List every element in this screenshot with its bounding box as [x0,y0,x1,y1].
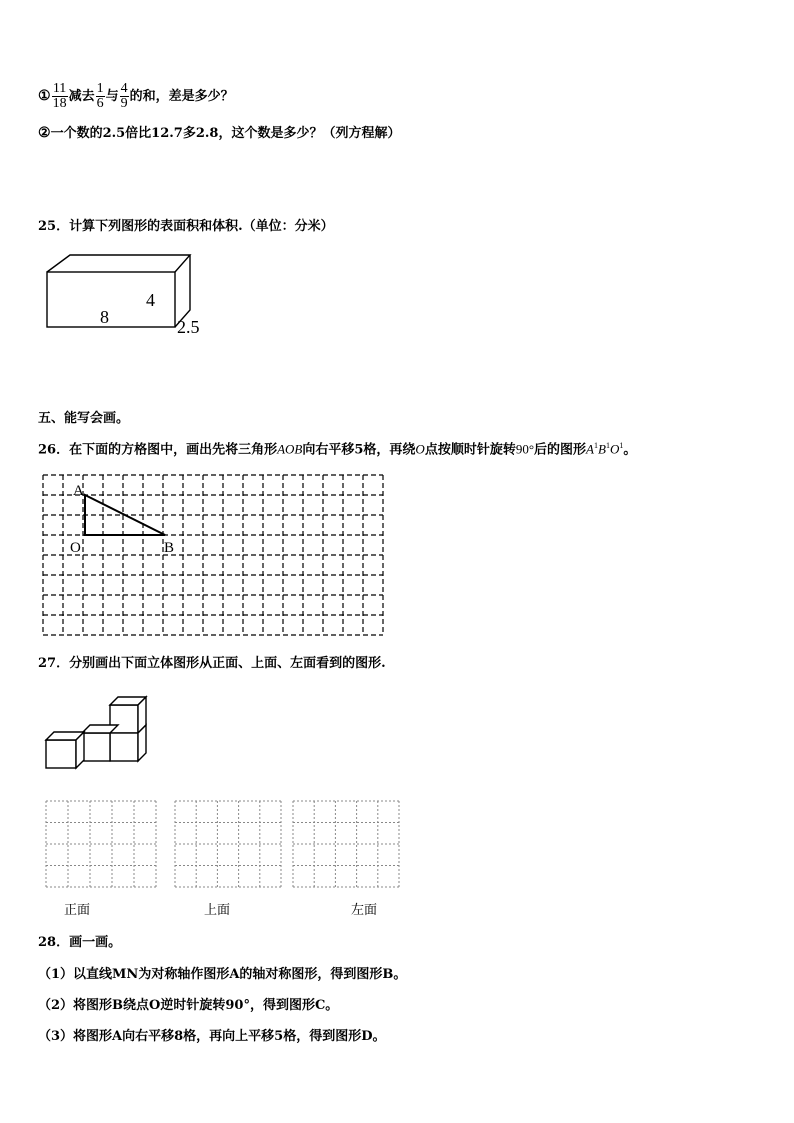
triangle-aob [85,495,165,535]
fraction-11-18: $\frac{11}{18}$ [52,81,67,111]
cube-bottom-right-front [110,733,138,761]
q26-title: 26．在下面的方格图中，画出先将三角形AOB向右平移5格，再绕O点按顺时针旋转90°后的图形$A^1B^1O^1$。 [38,441,637,458]
q26-grid [40,472,385,638]
cuboid-top-face [47,255,190,272]
fraction-4-9: $\frac{4}{9}$ [120,81,128,111]
point-a-label: A [73,483,84,499]
left-view-label: 左面 [351,903,378,918]
cube-bottom-mid-front [82,733,110,761]
cuboid-width-label: 2.5 [177,317,200,337]
cuboid-figure [40,250,220,340]
q28-step-1: （1）以直线MN为对称轴作图形A的轴对称图形，得到图形B。 [38,967,407,982]
q27-title: 27．分别画出下面立体图形从正面、上面、左面看到的图形. [38,656,386,671]
q24-item2: ②一个数的2.5倍比12.7多2.8，这个数是多少？（列方程解） [38,125,401,141]
point-b-label: B [164,540,175,556]
cube-left-front [46,740,76,768]
cuboid-height-label: 4 [146,290,155,310]
item-marker-1: ① [38,88,51,104]
cubes-figure [40,690,160,775]
section5-title: 五、能写会画。 [38,411,130,426]
top-view-label: 上面 [204,903,231,918]
cuboid-length-label: 8 [100,307,109,327]
point-o-label: O [70,540,81,556]
cuboid-front-face [47,272,175,327]
q28-step-2: （2）将图形B绕点O逆时针旋转90°，得到图形C。 [38,998,339,1013]
q28-step-3: （3）将图形A向右平移8格，再向上平移5格，得到图形D。 [38,1029,386,1044]
item-marker-2: ② [38,125,51,141]
q24-item1: ① $\frac{11}{18}$ 减去 $\frac{1}{6}$ 与 $\frac{4}{9}$ 的和，差是多少？ [38,81,234,111]
q25-title: 25．计算下列图形的表面积和体积.（单位：分米） [38,219,334,234]
fraction-1-6: $\frac{1}{6}$ [96,81,104,111]
front-view-label: 正面 [64,903,91,918]
top-view-grid [174,800,282,888]
front-view-grid [45,800,157,888]
q28-title: 28．画一画。 [38,935,122,950]
left-view-grid [292,800,400,888]
